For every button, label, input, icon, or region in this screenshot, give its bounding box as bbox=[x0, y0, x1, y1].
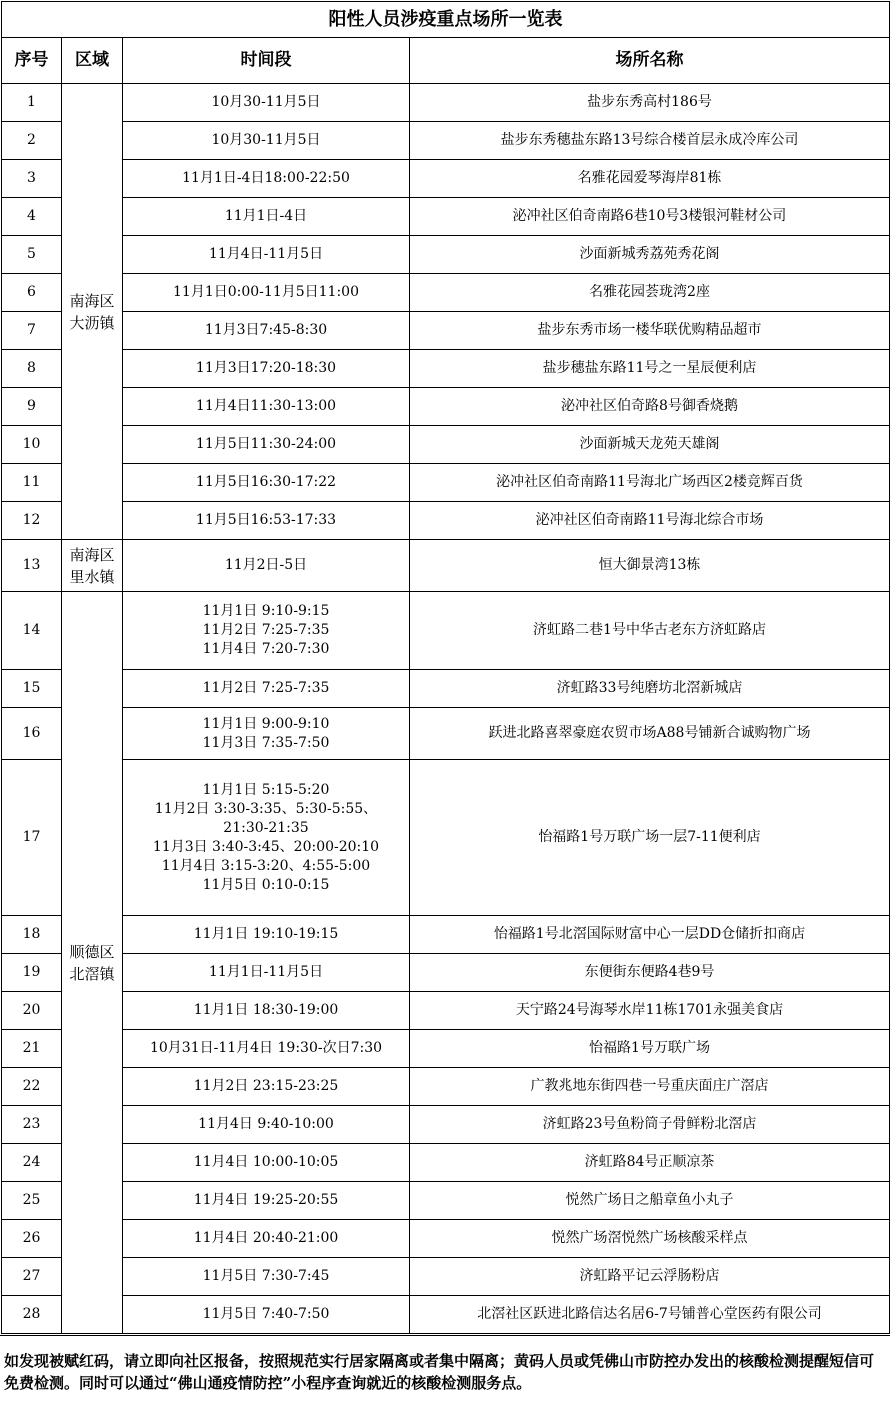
row-number: 5 bbox=[2, 236, 62, 274]
time-period-cell bbox=[123, 236, 410, 274]
place-name-cell: 名雅花园荟珑湾2座 bbox=[410, 274, 890, 312]
time-period-line: 10月30-11月5日 bbox=[211, 94, 321, 110]
row-number: 18 bbox=[2, 916, 62, 954]
place-name-cell: 沙面新城天龙苑天雄阁 bbox=[410, 426, 890, 464]
time-period-cell bbox=[123, 464, 410, 502]
time-period-line: 11月4日 9:40-10:00 bbox=[198, 1116, 334, 1132]
table-row bbox=[2, 388, 890, 426]
footer-note: 如发现被赋红码，请立即向社区报备，按照规范实行居家隔离或者集中隔离；黄码人员或凭佛山市防控办发出的核酸检测提醒短信可免费检测。同时可以通过“佛山通疫情防控”小程序查询就近的核酸检测服务点。 bbox=[0, 1335, 890, 1411]
table-row bbox=[2, 502, 890, 540]
row-number: 13 bbox=[2, 540, 62, 592]
time-period-line: 11月5日 7:40-7:50 bbox=[202, 1306, 330, 1322]
region-name-line: 南海区 bbox=[69, 545, 115, 564]
place-name-cell: 盐步穗盐东路11号之一星辰便利店 bbox=[410, 350, 890, 388]
place-name-cell: 名雅花园爱琴海岸81栋 bbox=[410, 160, 890, 198]
header-region: 区域 bbox=[62, 38, 123, 84]
time-period-cell bbox=[123, 198, 410, 236]
time-period-line: 10月31日-11月4日 19:30-次日7:30 bbox=[149, 1040, 383, 1056]
row-number: 24 bbox=[2, 1144, 62, 1182]
table-row bbox=[2, 540, 890, 592]
place-name-cell: 恒大御景湾13栋 bbox=[410, 540, 890, 592]
time-period-line: 11月1日0:00-11月5日11:00 bbox=[173, 284, 359, 300]
region-name-line: 顺德区 bbox=[69, 942, 115, 961]
time-period-cell bbox=[123, 1182, 410, 1220]
time-period-cell bbox=[123, 1030, 410, 1068]
table-row bbox=[2, 760, 890, 916]
time-period-line: 11月3日 7:35-7:50 bbox=[202, 734, 330, 751]
place-name-cell: 怡福路1号万联广场 bbox=[410, 1030, 890, 1068]
table-row bbox=[2, 1068, 890, 1106]
table-row bbox=[2, 1296, 890, 1334]
table-row bbox=[2, 1106, 890, 1144]
region-name-line: 大沥镇 bbox=[69, 313, 115, 332]
row-number: 16 bbox=[2, 708, 62, 760]
row-number: 28 bbox=[2, 1296, 62, 1334]
place-name-cell: 北滘社区跃进北路信达名居6-7号铺普心堂医药有限公司 bbox=[410, 1296, 890, 1334]
time-period-line: 11月1日-4日 bbox=[224, 208, 308, 224]
place-name-cell: 广教兆地东街四巷一号重庆面庄广滘店 bbox=[410, 1068, 890, 1106]
time-period-line: 11月1日 19:10-19:15 bbox=[193, 926, 339, 942]
time-period-cell bbox=[123, 1258, 410, 1296]
table-row bbox=[2, 708, 890, 760]
row-number: 3 bbox=[2, 160, 62, 198]
time-period-line: 11月2日 23:15-23:25 bbox=[193, 1078, 339, 1094]
table-row bbox=[2, 426, 890, 464]
time-period-cell bbox=[123, 274, 410, 312]
table-row bbox=[2, 992, 890, 1030]
table-row bbox=[2, 274, 890, 312]
time-period-line: 11月4日-11月5日 bbox=[208, 246, 324, 262]
place-name-cell: 悦然广场滘悦然广场核酸采样点 bbox=[410, 1220, 890, 1258]
table-row bbox=[2, 198, 890, 236]
row-number: 26 bbox=[2, 1220, 62, 1258]
place-name-cell: 盐步东秀穗盐东路13号综合楼首层永成冷库公司 bbox=[410, 122, 890, 160]
venue-table bbox=[1, 1, 890, 1334]
table-row bbox=[2, 1030, 890, 1068]
row-number: 15 bbox=[2, 670, 62, 708]
place-name-cell: 怡福路1号万联广场一层7-11便利店 bbox=[410, 760, 890, 916]
row-number: 11 bbox=[2, 464, 62, 502]
row-number: 23 bbox=[2, 1106, 62, 1144]
time-period-cell bbox=[123, 312, 410, 350]
row-number: 1 bbox=[2, 84, 62, 122]
table-row bbox=[2, 464, 890, 502]
time-period-cell bbox=[123, 1220, 410, 1258]
header-place: 场所名称 bbox=[410, 38, 890, 84]
time-period-cell bbox=[123, 160, 410, 198]
time-period-cell bbox=[123, 708, 410, 760]
time-period-cell bbox=[123, 540, 410, 592]
time-period-cell bbox=[123, 84, 410, 122]
time-period-line: 11月5日16:53-17:33 bbox=[195, 512, 337, 528]
time-period-cell bbox=[123, 502, 410, 540]
time-period-line: 11月3日17:20-18:30 bbox=[195, 360, 337, 376]
time-period-line: 11月1日 9:10-9:15 bbox=[202, 603, 330, 619]
place-name-cell: 东便街东便路4巷9号 bbox=[410, 954, 890, 992]
time-period-line: 11月1日 9:00-9:10 bbox=[202, 715, 330, 732]
table-row bbox=[2, 1144, 890, 1182]
time-period-line: 11月1日 18:30-19:00 bbox=[193, 1002, 339, 1018]
region-cell bbox=[62, 540, 123, 592]
table-row bbox=[2, 916, 890, 954]
place-name-cell: 济虹路23号鱼粉筒子骨鲜粉北滘店 bbox=[410, 1106, 890, 1144]
place-name-cell: 悦然广场日之船章鱼小丸子 bbox=[410, 1182, 890, 1220]
row-number: 14 bbox=[2, 592, 62, 670]
place-name-cell: 泌冲社区伯奇南路11号海北综合市场 bbox=[410, 502, 890, 540]
time-period-line: 11月4日 3:15-3:20、4:55-5:00 bbox=[161, 857, 371, 874]
place-name-cell: 跃进北路喜翠豪庭农贸市场A88号铺新合诚购物广场 bbox=[410, 708, 890, 760]
row-number: 9 bbox=[2, 388, 62, 426]
place-name-cell: 天宁路24号海琴水岸11栋1701永强美食店 bbox=[410, 992, 890, 1030]
row-number: 20 bbox=[2, 992, 62, 1030]
table-row bbox=[2, 670, 890, 708]
table-row bbox=[2, 1258, 890, 1296]
table-row bbox=[2, 592, 890, 670]
time-period-cell bbox=[123, 992, 410, 1030]
region-name-line: 里水镇 bbox=[69, 567, 115, 586]
time-period-line: 11月4日11:30-13:00 bbox=[195, 398, 337, 414]
row-number: 12 bbox=[2, 502, 62, 540]
place-name-cell: 泌冲社区伯奇南路11号海北广场西区2楼竞辉百货 bbox=[410, 464, 890, 502]
time-period-cell bbox=[123, 388, 410, 426]
time-period-cell bbox=[123, 350, 410, 388]
table-row bbox=[2, 954, 890, 992]
region-name-line: 北滘镇 bbox=[69, 964, 115, 983]
row-number: 22 bbox=[2, 1068, 62, 1106]
place-name-cell: 济虹路二巷1号中华古老东方济虹路店 bbox=[410, 592, 890, 670]
time-period-line: 11月5日16:30-17:22 bbox=[195, 474, 337, 490]
table-row bbox=[2, 312, 890, 350]
time-period-line: 11月4日 7:20-7:30 bbox=[202, 641, 330, 657]
place-name-cell: 济虹路84号正顺凉茶 bbox=[410, 1144, 890, 1182]
place-name-cell: 怡福路1号北滘国际财富中心一层DD仓储折扣商店 bbox=[410, 916, 890, 954]
row-number: 27 bbox=[2, 1258, 62, 1296]
time-period-line: 11月4日 10:00-10:05 bbox=[193, 1154, 339, 1170]
table-row bbox=[2, 1182, 890, 1220]
time-period-line: 11月1日 5:15-5:20 bbox=[202, 781, 330, 798]
table-row bbox=[2, 236, 890, 274]
time-period-line: 10月30-11月5日 bbox=[211, 132, 321, 148]
place-name-cell: 沙面新城秀荔苑秀花阁 bbox=[410, 236, 890, 274]
place-name-cell: 盐步东秀高村186号 bbox=[410, 84, 890, 122]
time-period-line: 11月1日-4日18:00-22:50 bbox=[182, 170, 350, 186]
table-title: 阳性人员涉疫重点场所一览表 bbox=[2, 2, 890, 38]
time-period-line: 11月3日 3:40-3:45、20:00-20:10 bbox=[152, 838, 380, 855]
header-no: 序号 bbox=[2, 38, 62, 84]
time-period-line: 21:30-21:35 bbox=[223, 819, 309, 836]
time-period-cell bbox=[123, 670, 410, 708]
row-number: 7 bbox=[2, 312, 62, 350]
region-name-line: 南海区 bbox=[69, 291, 115, 310]
time-period-line: 11月2日 7:25-7:35 bbox=[202, 680, 330, 696]
place-name-cell: 泌冲社区伯奇路8号御香烧鹅 bbox=[410, 388, 890, 426]
place-name-cell: 济虹路33号纯磨坊北滘新城店 bbox=[410, 670, 890, 708]
table-row bbox=[2, 1220, 890, 1258]
region-cell bbox=[62, 592, 123, 1334]
time-period-line: 11月4日 20:40-21:00 bbox=[193, 1230, 339, 1246]
time-period-line: 11月3日7:45-8:30 bbox=[204, 322, 328, 338]
time-period-cell bbox=[123, 954, 410, 992]
row-number: 21 bbox=[2, 1030, 62, 1068]
time-period-cell bbox=[123, 426, 410, 464]
time-period-line: 11月5日 0:10-0:15 bbox=[202, 876, 330, 893]
place-name-cell: 济虹路平记云浮肠粉店 bbox=[410, 1258, 890, 1296]
time-period-cell bbox=[123, 1144, 410, 1182]
time-period-cell bbox=[123, 1296, 410, 1334]
place-name-cell: 泌冲社区伯奇南路6巷10号3楼银河鞋材公司 bbox=[410, 198, 890, 236]
time-period-line: 11月2日 3:30-3:35、5:30-5:55、 bbox=[154, 800, 378, 817]
time-period-cell bbox=[123, 1068, 410, 1106]
header-time: 时间段 bbox=[123, 38, 410, 84]
row-number: 19 bbox=[2, 954, 62, 992]
row-number: 2 bbox=[2, 122, 62, 160]
time-period-line: 11月2日-5日 bbox=[224, 557, 308, 573]
row-number: 8 bbox=[2, 350, 62, 388]
time-period-cell bbox=[123, 122, 410, 160]
place-name-cell: 盐步东秀市场一楼华联优购精品超市 bbox=[410, 312, 890, 350]
table-row bbox=[2, 350, 890, 388]
table-row bbox=[2, 122, 890, 160]
row-number: 6 bbox=[2, 274, 62, 312]
row-number: 10 bbox=[2, 426, 62, 464]
time-period-cell bbox=[123, 916, 410, 954]
table-row bbox=[2, 84, 890, 122]
row-number: 17 bbox=[2, 760, 62, 916]
time-period-line: 11月4日 19:25-20:55 bbox=[193, 1192, 339, 1208]
time-period-line: 11月5日11:30-24:00 bbox=[195, 436, 337, 452]
region-cell bbox=[62, 84, 123, 540]
time-period-cell bbox=[123, 760, 410, 916]
row-number: 25 bbox=[2, 1182, 62, 1220]
time-period-line: 11月2日 7:25-7:35 bbox=[202, 622, 330, 638]
time-period-line: 11月5日 7:30-7:45 bbox=[202, 1268, 330, 1284]
table-row bbox=[2, 160, 890, 198]
time-period-cell bbox=[123, 1106, 410, 1144]
row-number: 4 bbox=[2, 198, 62, 236]
time-period-cell bbox=[123, 592, 410, 670]
time-period-line: 11月1日-11月5日 bbox=[208, 964, 324, 980]
